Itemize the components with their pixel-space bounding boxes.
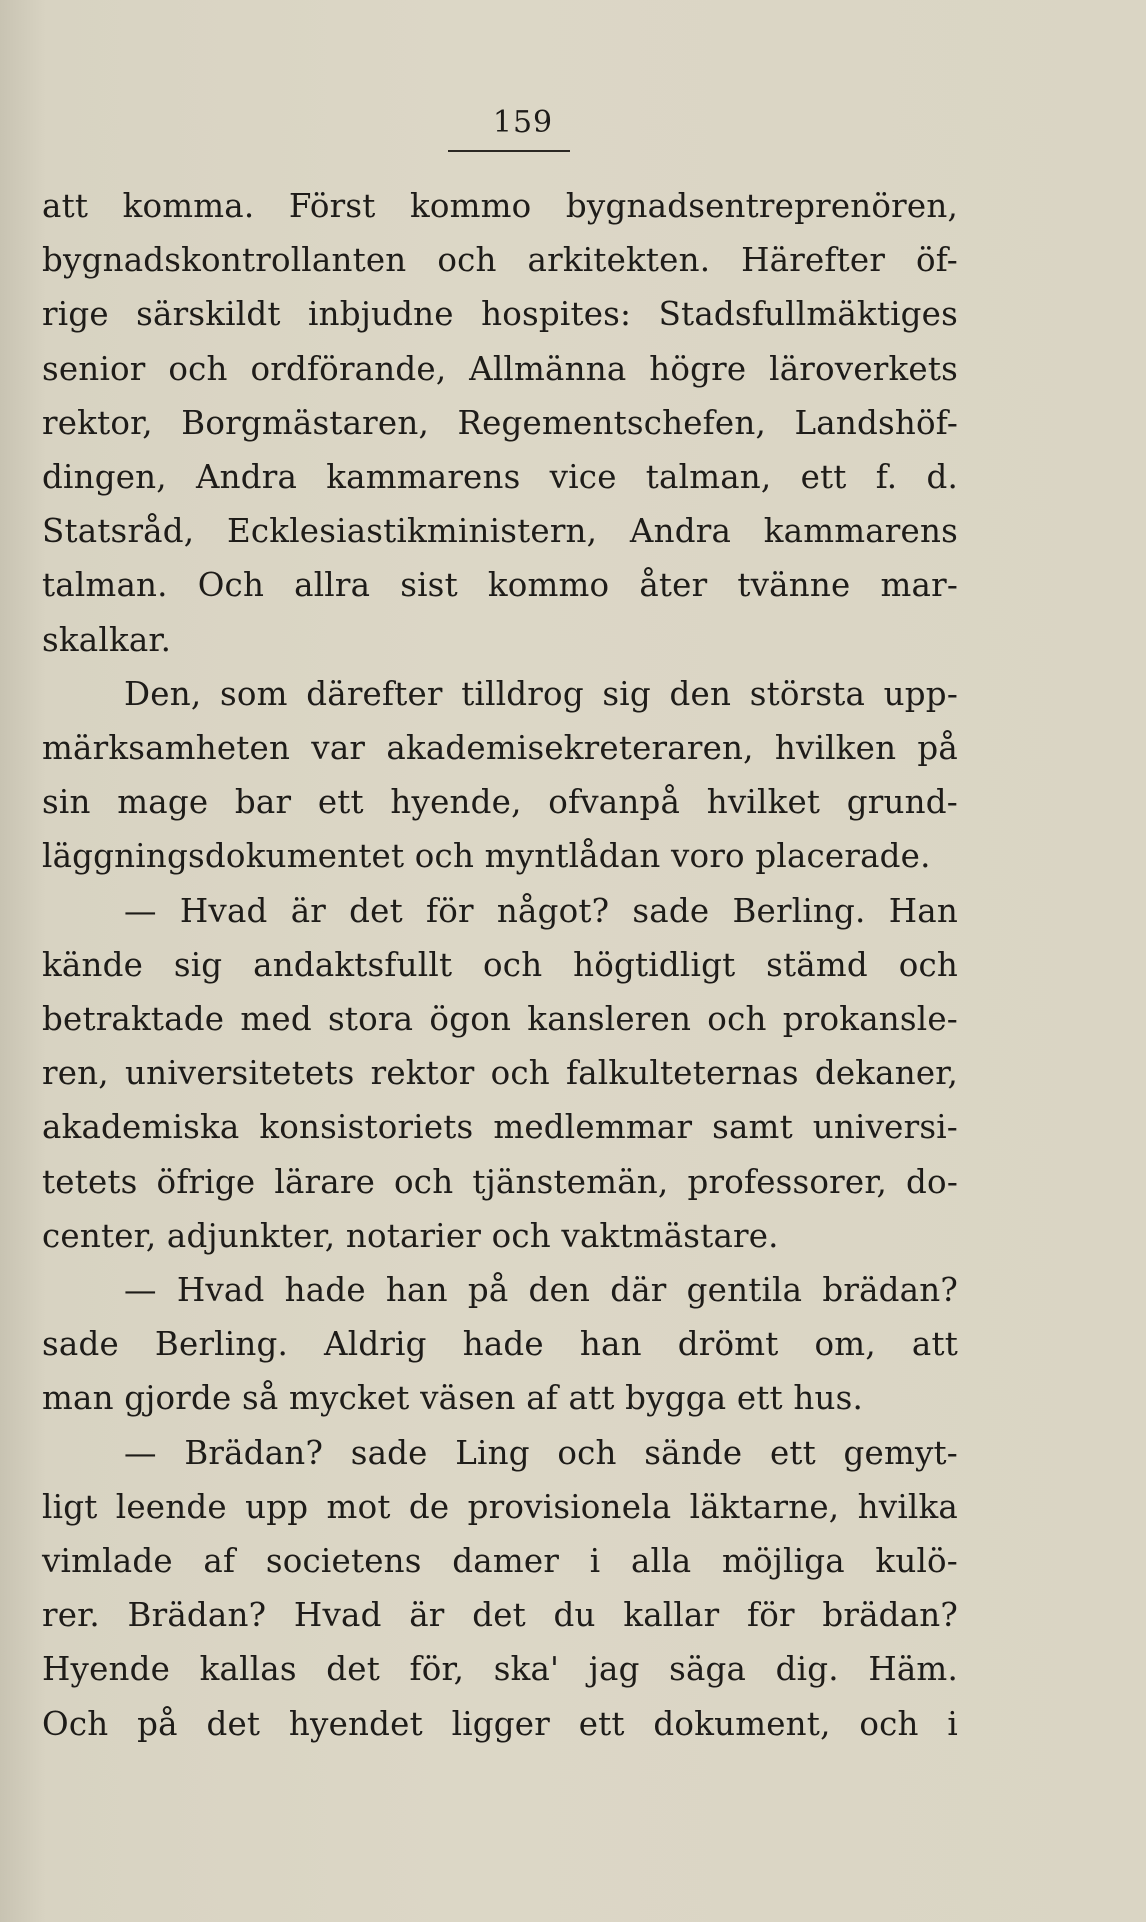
text-line: Statsråd, Ecklesiastikministern, Andra kammarens [42, 512, 958, 551]
text-line: märksamheten var akademisekreteraren, hvilken på [42, 729, 958, 767]
text-line: kände sig andaktsfullt och högtidligt stämd och [42, 945, 958, 984]
text-line: Och på det hyendet ligger ett dokument, och i [42, 1704, 958, 1743]
text-line: — Hvad hade han på den där gentila brädan? [124, 1271, 958, 1309]
text-line: Den, som därefter tilldrog sig den största upp- [124, 674, 958, 713]
text-line: bygnadskontrollanten och arkitekten. Härefter öf- [42, 241, 958, 280]
text-line: rige särskildt inbjudne hospites: Stadsfullmäktiges [42, 295, 958, 334]
page-number: 159 [492, 105, 554, 140]
text-line: sin mage bar ett hyende, ofvanpå hvilket grund- [42, 783, 958, 822]
text-line: rektor, Borgmästaren, Regementschefen, Landshöf- [42, 403, 958, 442]
text-line: skalkar. [42, 620, 172, 659]
text-line: man gjorde så mycket väsen af att bygga ett hus. [42, 1379, 864, 1418]
text-line: senior och ordförande, Allmänna högre läroverkets [42, 349, 958, 388]
text-line: betraktade med stora ögon kansleren och prokansle- [42, 1000, 958, 1038]
page-number-rule [448, 150, 570, 152]
text-line: — Brädan? sade Ling och sände ett gemyt- [124, 1433, 958, 1472]
text-line: läggningsdokumentet och myntlådan voro placerade. [42, 837, 931, 876]
text-line: — Hvad är det för något? sade Berling. Han [124, 891, 958, 930]
text-line: center, adjunkter, notarier och vaktmästare. [42, 1216, 779, 1255]
text-line: ren, universitetets rektor och falkulteternas dekaner, [42, 1054, 958, 1093]
text-line: tetets öfrige lärare och tjänstemän, professorer, do- [42, 1162, 958, 1201]
text-line: akademiska konsistoriets medlemmar samt universi- [42, 1108, 958, 1147]
text-line: sade Berling. Aldrig hade han drömt om, att [42, 1325, 958, 1364]
text-line: ligt leende upp mot de provisionela läktarne, hvilka [42, 1487, 958, 1526]
text-line: vimlade af societens damer i alla möjliga kulö- [42, 1542, 958, 1580]
text-line: rer. Brädan? Hvad är det du kallar för brädan? [42, 1596, 958, 1635]
text-line: att komma. Först kommo bygnadsentreprenören, [42, 187, 958, 225]
text-line: Hyende kallas det för, ska' jag säga dig. Häm. [42, 1650, 958, 1689]
text-line: dingen, Andra kammarens vice talman, ett f. d. [42, 458, 958, 496]
text-line: talman. Och allra sist kommo åter tvänne mar- [42, 566, 958, 605]
